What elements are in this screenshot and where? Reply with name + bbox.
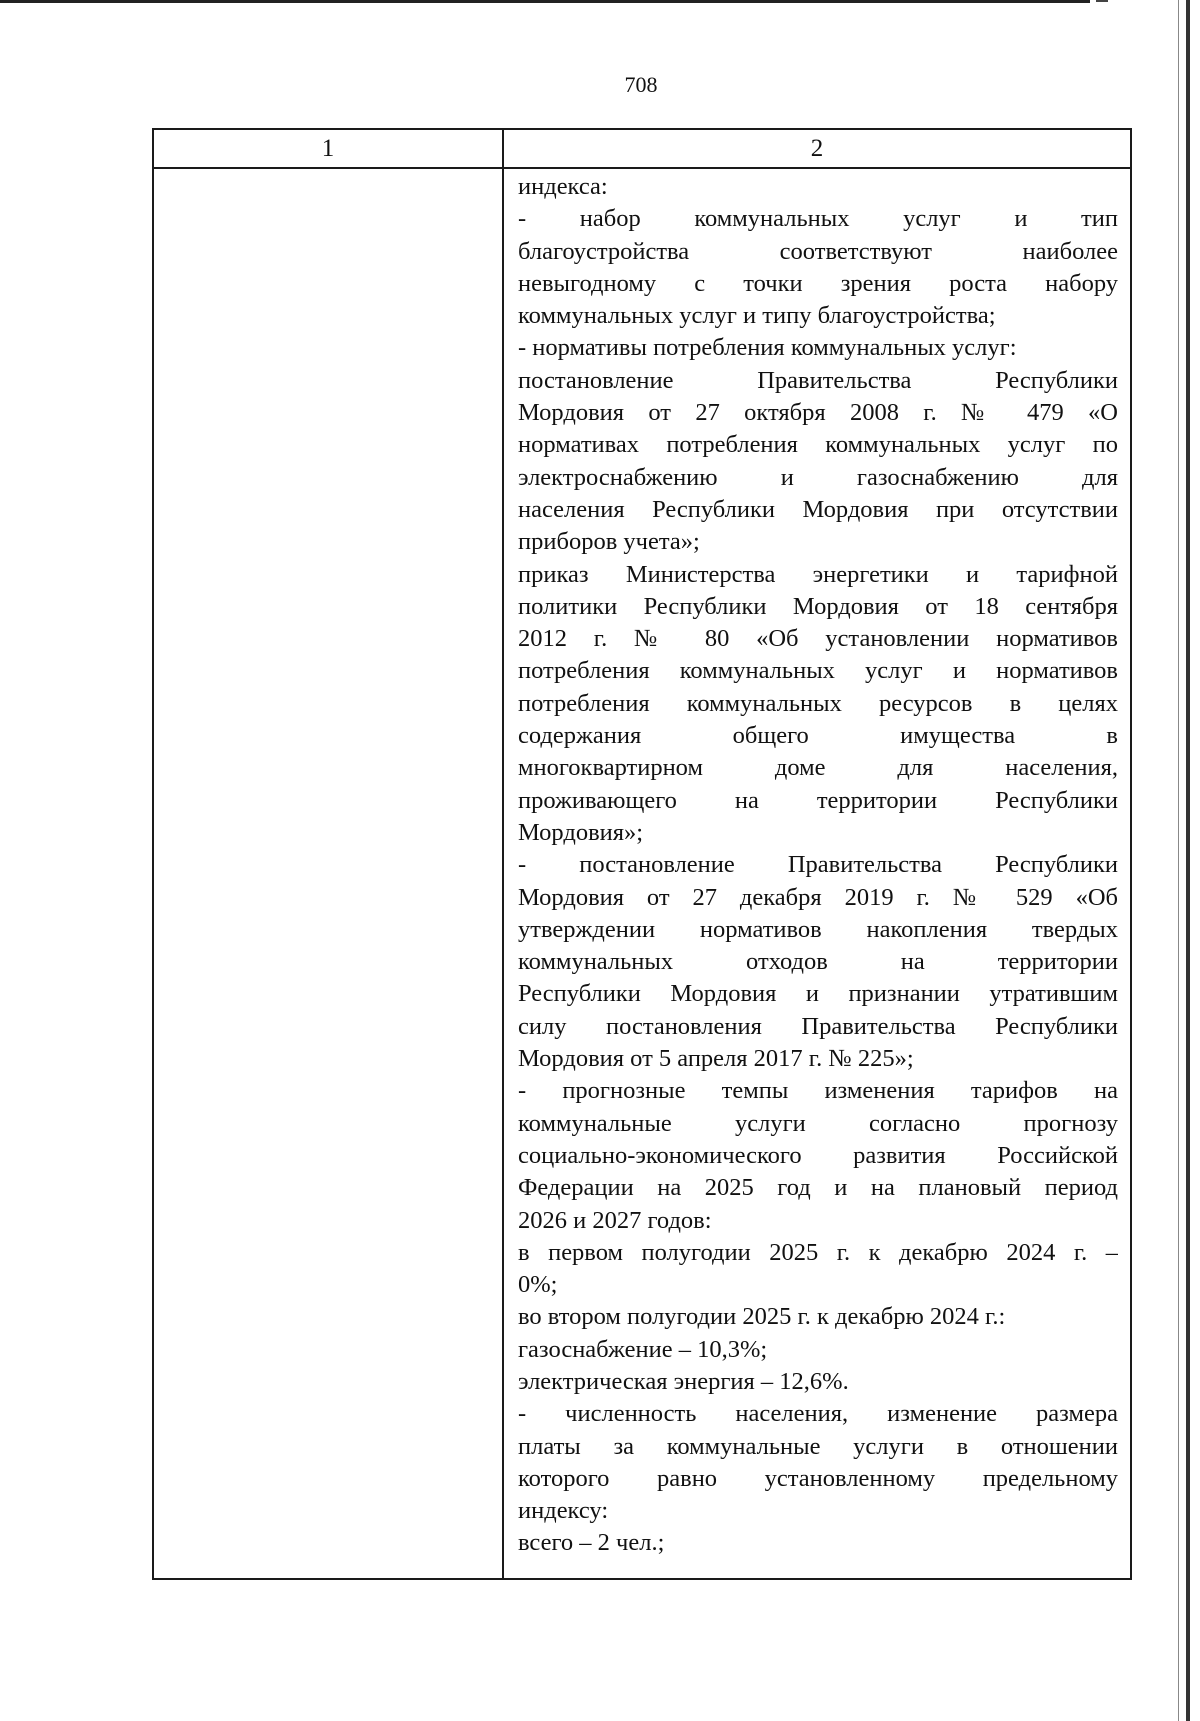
text-line: - набор коммунальных услуг и тип: [518, 205, 1118, 233]
text-line: - постановление Правительства Республики: [518, 851, 1118, 879]
text-line: приказ Министерства энергетики и тарифной: [518, 560, 1118, 588]
text-line: силу постановления Правительства Республики: [518, 1012, 1118, 1040]
text-line: социально-экономического развития Российской: [518, 1141, 1118, 1169]
text-line: электроснабжению и газоснабжению для: [518, 463, 1118, 491]
text-line: электрическая энергия – 12,6%.: [518, 1367, 849, 1395]
column-header-2: 2: [810, 135, 824, 162]
text-line: утверждении нормативов накопления твердых: [518, 915, 1118, 943]
text-line: в первом полугодии 2025 г. к декабрю 2024 г. –: [518, 1238, 1118, 1266]
column-2-cell: [518, 171, 1118, 1560]
text-line: приборов учета»;: [518, 528, 700, 556]
text-line: индекса:: [518, 173, 608, 200]
text-line: потребления коммунальных ресурсов в целях: [518, 689, 1118, 717]
text-line: - численность населения, изменение размера: [518, 1400, 1118, 1428]
text-line: потребления коммунальных услуг и нормативов: [518, 657, 1118, 685]
text-line: коммунальных отходов на территории: [518, 948, 1118, 976]
text-line: Мордовия от 27 декабря 2019 г. № 529 «Об: [518, 883, 1118, 911]
text-line: индексу:: [518, 1497, 609, 1525]
text-line: коммунальных услуг и типу благоустройства;: [518, 302, 996, 330]
scan-top-border: [0, 0, 1090, 3]
text-line: населения Республики Мордовия при отсутствии: [518, 495, 1118, 523]
column-header-1: 1: [321, 135, 335, 162]
text-line: Мордовия от 5 апреля 2017 г. № 225»;: [518, 1045, 914, 1073]
column-divider: [502, 130, 504, 1578]
scan-right-edge-shadow: [1178, 0, 1179, 1721]
text-line: - нормативы потребления коммунальных услуг:: [518, 334, 1017, 362]
text-line: Мордовия»;: [518, 818, 644, 846]
scan-right-edge: [1186, 0, 1190, 1721]
text-line: Республики Мордовия и признании утратившим: [518, 980, 1118, 1008]
text-line: Мордовия от 27 октября 2008 г. № 479 «О: [518, 399, 1118, 427]
header-row-divider: [154, 167, 1130, 169]
text-line: которого равно установленному предельному: [518, 1464, 1118, 1492]
text-line: газоснабжение – 10,3%;: [518, 1335, 768, 1363]
text-line: благоустройства соответствуют наиболее: [518, 237, 1118, 265]
text-line: содержания общего имущества в: [518, 722, 1118, 750]
text-line: нормативах потребления коммунальных услуг по: [518, 431, 1118, 459]
text-line: невыгодному с точки зрения роста набору: [518, 269, 1118, 297]
text-line: постановление Правительства Республики: [518, 366, 1118, 394]
text-line: 2026 и 2027 годов:: [518, 1206, 712, 1234]
text-line: многоквартирном доме для населения,: [518, 754, 1118, 782]
document-table: [152, 128, 1132, 1580]
text-line: коммунальные услуги согласно прогнозу: [518, 1109, 1118, 1137]
text-line: - прогнозные темпы изменения тарифов на: [518, 1077, 1118, 1105]
text-line: 2012 г. № 80 «Об установлении нормативов: [518, 625, 1118, 653]
text-line: 0%;: [518, 1271, 558, 1299]
text-line: политики Республики Мордовия от 18 сентября: [518, 592, 1118, 620]
text-line: Федерации на 2025 год и на плановый период: [518, 1174, 1118, 1202]
scan-top-mark: [1096, 0, 1108, 2]
text-line: платы за коммунальные услуги в отношении: [518, 1432, 1118, 1460]
text-line: во втором полугодии 2025 г. к декабрю 2024 г.:: [518, 1303, 1006, 1331]
page-number: 708: [624, 72, 658, 97]
text-line: всего – 2 чел.;: [518, 1529, 665, 1557]
text-line: проживающего на территории Республики: [518, 786, 1118, 814]
